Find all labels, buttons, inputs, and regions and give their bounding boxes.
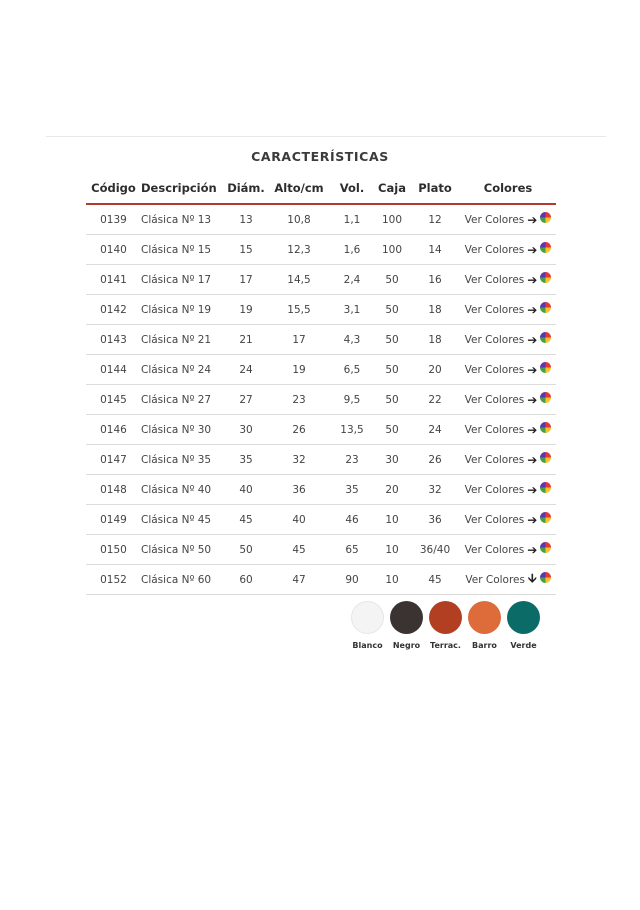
cell-descripcion: Clásica Nº 21 [141, 325, 224, 355]
table-row [86, 445, 556, 475]
ver-colores-label: Ver Colores [464, 483, 525, 496]
cell-descripcion: Clásica Nº 27 [141, 385, 224, 415]
cell-colores [460, 385, 556, 415]
header-alto: Alto/cm [268, 172, 330, 204]
cell-colores [460, 535, 556, 565]
cell-descripcion: Clásica Nº 35 [141, 445, 224, 475]
cell-volumen: 9,5 [330, 385, 374, 415]
ver-colores-link[interactable] [465, 243, 552, 257]
arrow-icon: ➔ [527, 272, 538, 287]
table-row [86, 505, 556, 535]
color-wheel-icon [540, 362, 551, 373]
cell-codigo: 0146 [86, 415, 141, 445]
cell-volumen: 1,1 [330, 204, 374, 235]
ver-colores-link[interactable] [465, 483, 552, 497]
swatch-label: Verde [510, 641, 537, 650]
cell-caja: 50 [374, 385, 410, 415]
cell-diametro: 45 [224, 505, 268, 535]
cell-descripcion: Clásica Nº 15 [141, 235, 224, 265]
top-divider [46, 136, 606, 137]
cell-caja: 30 [374, 445, 410, 475]
cell-volumen: 35 [330, 475, 374, 505]
cell-diametro: 15 [224, 235, 268, 265]
cell-codigo: 0152 [86, 565, 141, 595]
cell-volumen: 3,1 [330, 295, 374, 325]
cell-descripcion: Clásica Nº 19 [141, 295, 224, 325]
cell-diametro: 50 [224, 535, 268, 565]
cell-alto: 26 [268, 415, 330, 445]
header-volumen: Vol. [330, 172, 374, 204]
cell-codigo: 0139 [86, 204, 141, 235]
swatch-label: Blanco [352, 641, 383, 650]
cell-plato: 36 [410, 505, 460, 535]
arrow-icon: ➔ [527, 212, 538, 227]
cell-caja: 50 [374, 295, 410, 325]
ver-colores-label: Ver Colores [464, 363, 525, 376]
cell-codigo: 0150 [86, 535, 141, 565]
color-wheel-icon [540, 332, 551, 343]
cell-plato: 45 [410, 565, 460, 595]
cell-diametro: 27 [224, 385, 268, 415]
color-swatch [429, 601, 462, 650]
cell-descripcion: Clásica Nº 24 [141, 355, 224, 385]
cell-diametro: 24 [224, 355, 268, 385]
cell-diametro: 17 [224, 265, 268, 295]
cell-alto: 23 [268, 385, 330, 415]
cell-volumen: 65 [330, 535, 374, 565]
cell-descripcion: Clásica Nº 30 [141, 415, 224, 445]
ver-colores-label: Ver Colores [464, 243, 525, 256]
cell-codigo: 0147 [86, 445, 141, 475]
ver-colores-label: Ver Colores [464, 513, 525, 526]
ver-colores-link[interactable] [465, 453, 552, 467]
cell-descripcion: Clásica Nº 17 [141, 265, 224, 295]
arrow-icon: 🡫 [527, 571, 537, 585]
ver-colores-label: Ver Colores [464, 543, 525, 556]
swatch-circle [351, 601, 384, 634]
ver-colores-link[interactable] [465, 513, 552, 527]
table-row [86, 265, 556, 295]
swatch-label: Negro [392, 641, 421, 650]
cell-plato: 16 [410, 265, 460, 295]
cell-alto: 17 [268, 325, 330, 355]
cell-alto: 32 [268, 445, 330, 475]
color-wheel-icon [540, 572, 551, 583]
cell-alto: 14,5 [268, 265, 330, 295]
ver-colores-label: Ver Colores [464, 303, 525, 316]
table-row [86, 295, 556, 325]
cell-diametro: 13 [224, 204, 268, 235]
cell-volumen: 4,3 [330, 325, 374, 355]
color-wheel-icon [540, 452, 551, 463]
cell-colores [460, 475, 556, 505]
table-header-row [86, 172, 556, 204]
cell-descripcion: Clásica Nº 45 [141, 505, 224, 535]
cell-diametro: 21 [224, 325, 268, 355]
ver-colores-link[interactable] [465, 333, 552, 347]
cell-caja: 50 [374, 265, 410, 295]
section-title: CARACTERÍSTICAS [251, 149, 389, 164]
cell-alto: 12,3 [268, 235, 330, 265]
arrow-icon: ➔ [527, 392, 538, 407]
cell-colores [460, 295, 556, 325]
arrow-icon: ➔ [527, 542, 538, 557]
cell-alto: 40 [268, 505, 330, 535]
cell-caja: 50 [374, 415, 410, 445]
cell-plato: 14 [410, 235, 460, 265]
cell-caja: 10 [374, 565, 410, 595]
ver-colores-link[interactable] [465, 273, 552, 287]
cell-alto: 19 [268, 355, 330, 385]
cell-colores [460, 505, 556, 535]
cell-plato: 18 [410, 325, 460, 355]
cell-volumen: 13,5 [330, 415, 374, 445]
cell-plato: 24 [410, 415, 460, 445]
swatch-circle [507, 601, 540, 634]
cell-diametro: 60 [224, 565, 268, 595]
cell-diametro: 30 [224, 415, 268, 445]
header-plato: Plato [410, 172, 460, 204]
header-codigo: Código [86, 172, 141, 204]
header-descripcion: Descripción [141, 172, 224, 204]
header-caja: Caja [374, 172, 410, 204]
cell-codigo: 0141 [86, 265, 141, 295]
cell-caja: 20 [374, 475, 410, 505]
cell-diametro: 19 [224, 295, 268, 325]
cell-alto: 45 [268, 535, 330, 565]
cell-diametro: 35 [224, 445, 268, 475]
ver-colores-label: Ver Colores [464, 393, 525, 406]
arrow-icon: ➔ [527, 422, 538, 437]
arrow-icon: ➔ [527, 332, 538, 347]
arrow-icon: ➔ [527, 362, 538, 377]
table-row [86, 204, 556, 235]
header-diametro: Diám. [224, 172, 268, 204]
cell-caja: 10 [374, 505, 410, 535]
cell-descripcion: Clásica Nº 13 [141, 204, 224, 235]
color-swatch [390, 601, 423, 650]
cell-colores [460, 445, 556, 475]
color-swatch [507, 601, 540, 650]
cell-codigo: 0145 [86, 385, 141, 415]
cell-colores [460, 325, 556, 355]
cell-alto: 36 [268, 475, 330, 505]
ver-colores-label: Ver Colores [464, 273, 525, 286]
table-row [86, 235, 556, 265]
header-colores: Colores [460, 172, 556, 204]
cell-caja: 10 [374, 535, 410, 565]
cell-codigo: 0140 [86, 235, 141, 265]
cell-colores [460, 565, 556, 595]
cell-descripcion: Clásica Nº 60 [141, 565, 224, 595]
table-row [86, 355, 556, 385]
arrow-icon: ➔ [527, 302, 538, 317]
cell-caja: 50 [374, 355, 410, 385]
cell-alto: 15,5 [268, 295, 330, 325]
ver-colores-label: Ver Colores [464, 453, 525, 466]
swatch-circle [390, 601, 423, 634]
cell-plato: 20 [410, 355, 460, 385]
cell-volumen: 2,4 [330, 265, 374, 295]
ver-colores-link[interactable] [465, 303, 552, 317]
color-wheel-icon [540, 542, 551, 553]
cell-codigo: 0149 [86, 505, 141, 535]
arrow-icon: ➔ [527, 452, 538, 467]
cell-caja: 100 [374, 204, 410, 235]
swatch-circle [429, 601, 462, 634]
cell-codigo: 0142 [86, 295, 141, 325]
cell-plato: 18 [410, 295, 460, 325]
color-wheel-icon [540, 302, 551, 313]
color-wheel-icon [540, 482, 551, 493]
color-wheel-icon [540, 512, 551, 523]
cell-colores [460, 235, 556, 265]
cell-caja: 100 [374, 235, 410, 265]
ver-colores-link[interactable] [465, 213, 552, 227]
color-swatch [351, 601, 384, 650]
cell-codigo: 0144 [86, 355, 141, 385]
ver-colores-link[interactable] [465, 543, 552, 557]
table-row [86, 325, 556, 355]
cell-diametro: 40 [224, 475, 268, 505]
cell-alto: 47 [268, 565, 330, 595]
cell-alto: 10,8 [268, 204, 330, 235]
cell-volumen: 6,5 [330, 355, 374, 385]
color-wheel-icon [540, 212, 551, 223]
characteristics-table [86, 172, 556, 595]
cell-descripcion: Clásica Nº 50 [141, 535, 224, 565]
table-row [86, 415, 556, 445]
table-row [86, 535, 556, 565]
cell-plato: 12 [410, 204, 460, 235]
cell-volumen: 46 [330, 505, 374, 535]
ver-colores-label: Ver Colores [464, 333, 525, 346]
arrow-icon: ➔ [527, 512, 538, 527]
arrow-icon: ➔ [527, 482, 538, 497]
ver-colores-label: Ver Colores [464, 213, 525, 226]
cell-plato: 26 [410, 445, 460, 475]
cell-colores [460, 265, 556, 295]
cell-volumen: 1,6 [330, 235, 374, 265]
cell-colores [460, 355, 556, 385]
cell-volumen: 90 [330, 565, 374, 595]
swatch-circle [468, 601, 501, 634]
cell-plato: 22 [410, 385, 460, 415]
color-wheel-icon [540, 392, 551, 403]
ver-colores-label: Ver Colores [465, 573, 525, 586]
cell-colores [460, 415, 556, 445]
ver-colores-link[interactable] [465, 393, 552, 407]
table-row [86, 475, 556, 505]
cell-colores [460, 204, 556, 235]
cell-descripcion: Clásica Nº 40 [141, 475, 224, 505]
ver-colores-link[interactable] [465, 569, 550, 590]
swatch-label: Barro [472, 641, 497, 650]
color-swatch [468, 601, 501, 650]
arrow-icon: ➔ [527, 242, 538, 257]
cell-codigo: 0148 [86, 475, 141, 505]
color-wheel-icon [540, 272, 551, 283]
cell-plato: 36/40 [410, 535, 460, 565]
ver-colores-label: Ver Colores [464, 423, 525, 436]
color-swatches [351, 601, 540, 650]
ver-colores-link[interactable] [465, 363, 552, 377]
ver-colores-link[interactable] [465, 423, 552, 437]
cell-codigo: 0143 [86, 325, 141, 355]
table-row [86, 565, 556, 595]
color-wheel-icon [540, 422, 551, 433]
cell-plato: 32 [410, 475, 460, 505]
color-wheel-icon [540, 242, 551, 253]
cell-caja: 50 [374, 325, 410, 355]
table-row [86, 385, 556, 415]
cell-volumen: 23 [330, 445, 374, 475]
swatch-label: Terrac. [430, 641, 461, 650]
